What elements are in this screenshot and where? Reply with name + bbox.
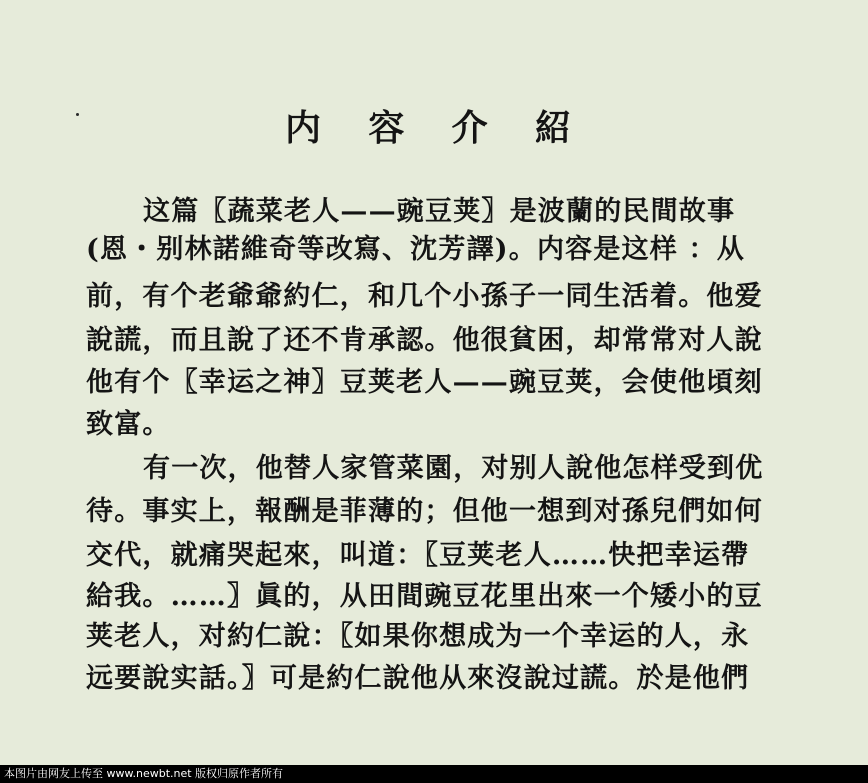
text-line: 他有个〖幸运之神〗豆荚老人——豌豆荚，会使他頃刻: [86, 367, 763, 398]
text-line: 待。事实上，報酬是菲薄的；但他一想到对孫兒們如何: [86, 496, 763, 527]
watermark-bar: [0, 765, 868, 783]
text-line: 荚老人，对約仁說：〖如果你想成为一个幸运的人，永: [86, 621, 750, 652]
title-char: 内: [284, 106, 321, 149]
title-char: 紹: [534, 106, 571, 149]
title-char: 容: [368, 106, 405, 149]
text-line: 給我。……〗眞的，从田間豌豆花里出來一个矮小的豆: [86, 581, 763, 612]
text-line: 这篇〖蔬菜老人——豌豆荚〗是波蘭的民間故事: [143, 196, 736, 227]
watermark-text: 本图片由网友上传至 www.newbt.net 版权归原作者所有: [4, 767, 284, 780]
text-line: 有一次，他替人家管菜園，对别人說他怎样受到优: [143, 453, 764, 484]
text-line: 远要說实話。〗可是約仁說他从來沒說过謊。於是他們: [86, 663, 750, 694]
text-line: 前，有个老爺爺約仁，和几个小孫子一同生活着。他爱: [86, 281, 763, 312]
text-line: 說謊，而且說了还不肯承認。他很貧困，却常常对人說: [86, 325, 763, 356]
text-line: 交代，就痛哭起來，叫道：〖豆荚老人……快把幸运帶: [86, 540, 750, 571]
title-char: 介: [451, 106, 488, 149]
print-speck: [76, 113, 79, 116]
page-title: [283, 100, 573, 150]
text-line: (恩・别林諾維奇等改寫、沈芳譯)。内容是这样 ：从: [86, 234, 745, 265]
text-line: 致富。: [86, 409, 171, 440]
